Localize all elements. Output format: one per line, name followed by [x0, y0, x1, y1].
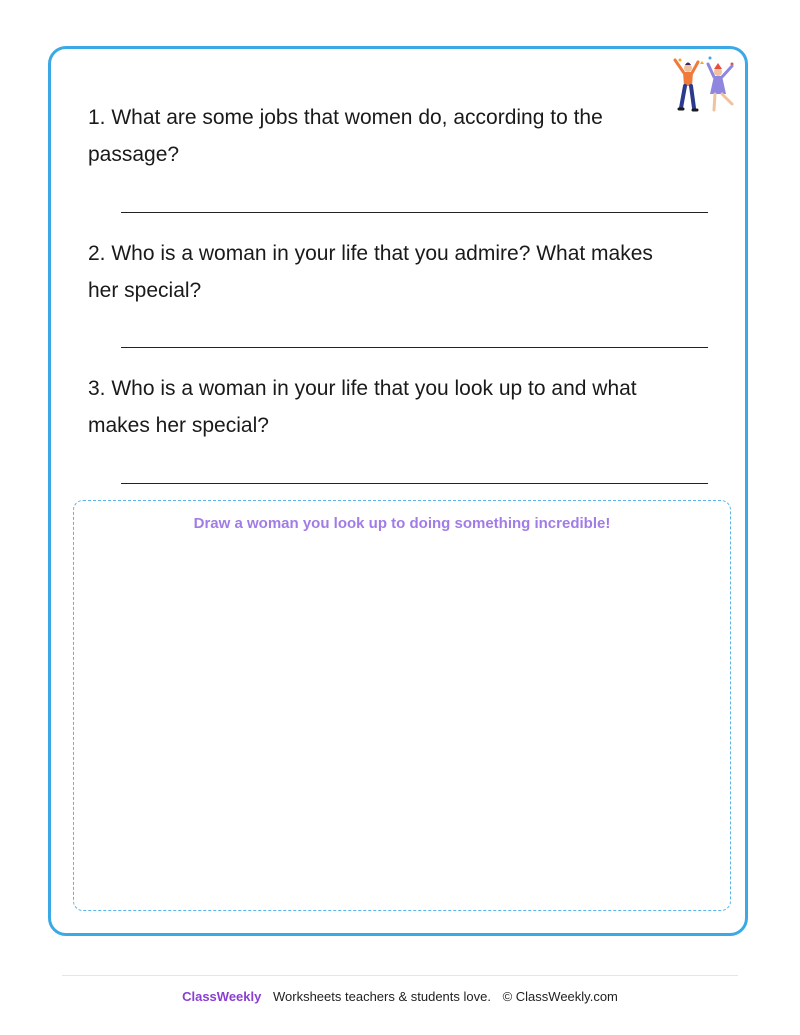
answer-line-2[interactable] [121, 347, 708, 348]
drawing-prompt: Draw a woman you look up to doing something incredible! [193, 515, 611, 532]
footer-divider [62, 975, 738, 976]
footer [0, 989, 800, 1004]
answer-line-1[interactable] [121, 212, 708, 213]
drawing-area[interactable] [73, 500, 731, 911]
footer-brand: ClassWeekly [182, 989, 262, 1004]
answer-line-3[interactable] [121, 483, 708, 484]
question-3: 3. Who is a woman in your life that you look up to and what makes her special? [88, 377, 637, 437]
question-2: 2. Who is a woman in your life that you admire? What makes her special? [88, 242, 653, 302]
footer-tagline: Worksheets teachers & students love. [272, 989, 491, 1004]
question-1: 1. What are some jobs that women do, according to the passage? [88, 106, 603, 166]
footer-copyright: © ClassWeekly.com [502, 989, 618, 1004]
